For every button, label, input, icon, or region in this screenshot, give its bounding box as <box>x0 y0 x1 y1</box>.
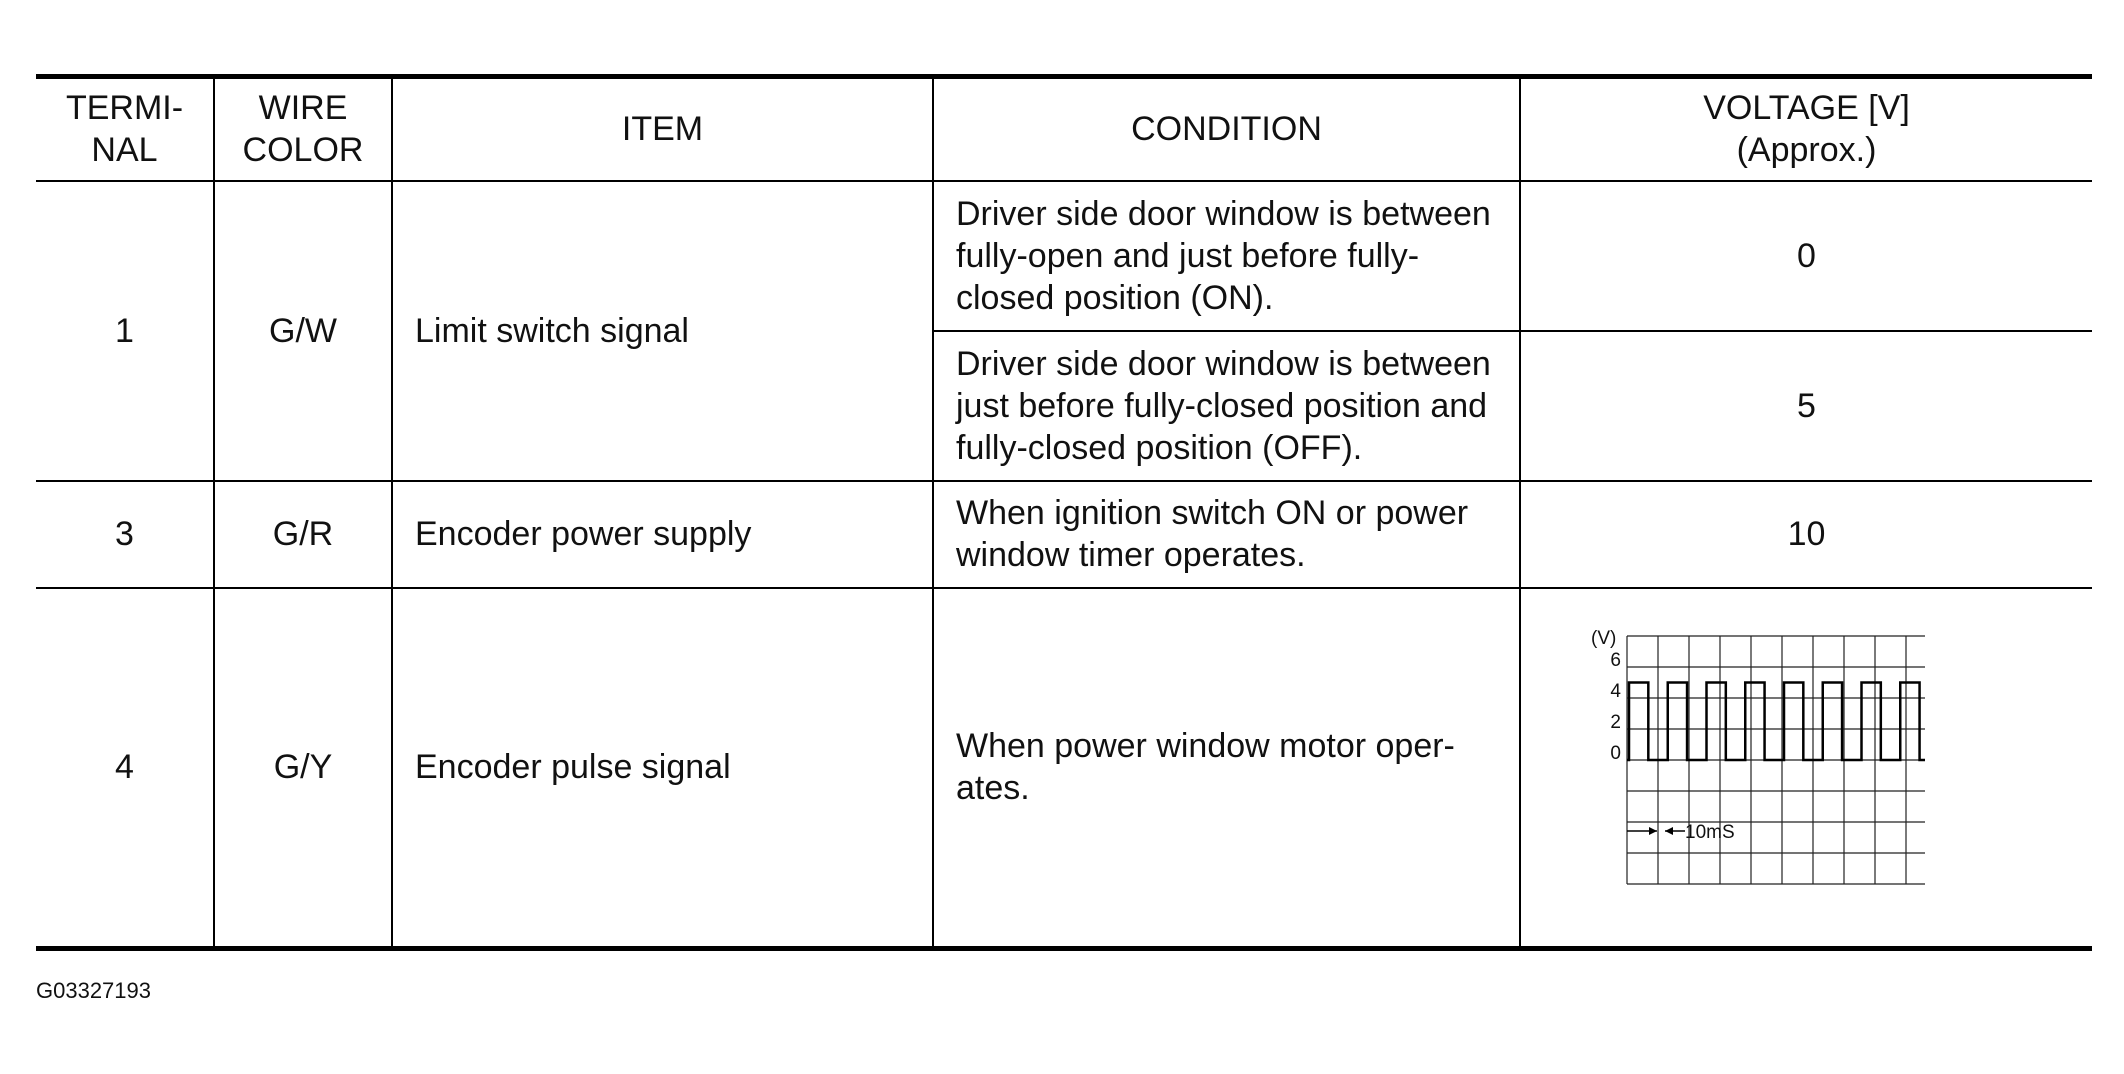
waveform-y-tick-label: 6 <box>1609 650 1621 672</box>
condition-cell: When power window motor oper-ates. <box>933 588 1520 949</box>
waveform-time-marker <box>1627 822 1735 843</box>
waveform-y-tick-label: 0 <box>1609 743 1621 765</box>
terminal-cell: 1 <box>36 181 214 481</box>
header-wire-color: WIRE COLOR <box>214 77 392 181</box>
item-cell: Encoder pulse signal <box>392 588 933 949</box>
header-item: ITEM <box>392 77 933 181</box>
header-condition: CONDITION <box>933 77 1520 181</box>
voltage-cell <box>1520 588 2092 949</box>
header-terminal: TERMI- NAL <box>36 77 214 181</box>
item-cell: Encoder power supply <box>392 481 933 588</box>
wire-color-cell: G/W <box>214 181 392 481</box>
condition-cell: Driver side door window is between just before fully-closed position and fully-closed position (OFF). <box>933 331 1520 481</box>
waveform-y-tick-label: 2 <box>1609 712 1621 734</box>
condition-cell: When ignition switch ON or power window timer operates. <box>933 481 1520 588</box>
header-row <box>36 77 2092 181</box>
table-row <box>36 481 2092 588</box>
voltage-cell: 0 <box>1520 181 2092 331</box>
waveform-pulse-trace <box>1627 683 1925 761</box>
terminal-cell: 3 <box>36 481 214 588</box>
time-marker-arrow-left-icon <box>1665 827 1673 835</box>
voltage-cell: 10 <box>1520 481 2092 588</box>
waveform-unit-label: (V) <box>1590 629 1616 650</box>
terminal-spec-table <box>36 74 2092 951</box>
item-cell: Limit switch signal <box>392 181 933 481</box>
wire-color-cell: G/Y <box>214 588 392 949</box>
wire-color-cell: G/R <box>214 481 392 588</box>
table-row <box>36 588 2092 949</box>
table-row <box>36 181 2092 331</box>
voltage-cell: 5 <box>1520 331 2092 481</box>
terminal-cell: 4 <box>36 588 214 949</box>
encoder-pulse-waveform <box>1585 629 1925 889</box>
waveform-y-labels <box>1610 650 1621 764</box>
waveform-time-label: 10mS <box>1684 822 1735 844</box>
time-marker-arrow-right-icon <box>1649 827 1657 835</box>
figure-id: G03327193 <box>36 978 151 1003</box>
waveform-y-tick-label: 4 <box>1609 681 1621 703</box>
header-voltage: VOLTAGE [V] (Approx.) <box>1520 77 2092 181</box>
condition-cell: Driver side door window is between fully-open and just before fully-closed position (ON). <box>933 181 1520 331</box>
